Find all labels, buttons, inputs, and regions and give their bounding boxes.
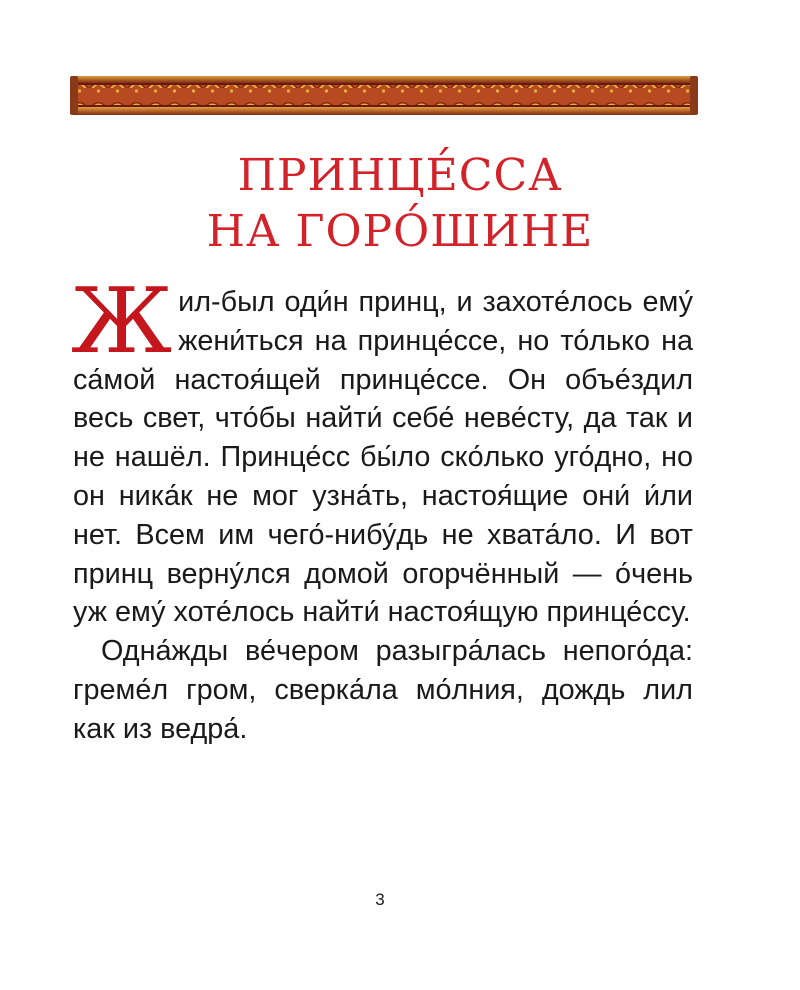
title-line-2: НА ГОРО́ШИНЕ [206, 206, 594, 257]
page-number: 3 [375, 890, 385, 909]
story-text [71, 269, 693, 749]
paragraph-1 [71, 269, 693, 632]
paragraph-2: Одна́жды ве́чером разыгра́лась непого́да: греме́л гром, сверка́ла мо́лния, дождь лил как из ведра́. [73, 635, 693, 745]
paragraph-1-text: ил-был оди́н принц, и захоте́лось ему́ жени́ться на принце́ссе, но то́лько на са́мой настоя́щей принце́ссе. Он объе́здил весь свет, что́бы найти́ себе́ неве́сту, да так и не нашёл. Принце́сс бы́ло ско́лько уго́дно, но он ника́к не мог узна́ть, настоя́щие они́ и́ли нет. Всем им чего́-нибу́дь не хвата́ло. И вот принц верну́лся домой огорчённый — о́чень уж ему́ хоте́лось найти́ настоя́щую принце́ссу. [73, 286, 693, 629]
drop-cap-letter: Ж [71, 269, 173, 374]
page-title [0, 148, 800, 260]
ornamental-border-icon [70, 74, 698, 118]
title-line-1: ПРИНЦЕ́ССА [237, 150, 563, 201]
